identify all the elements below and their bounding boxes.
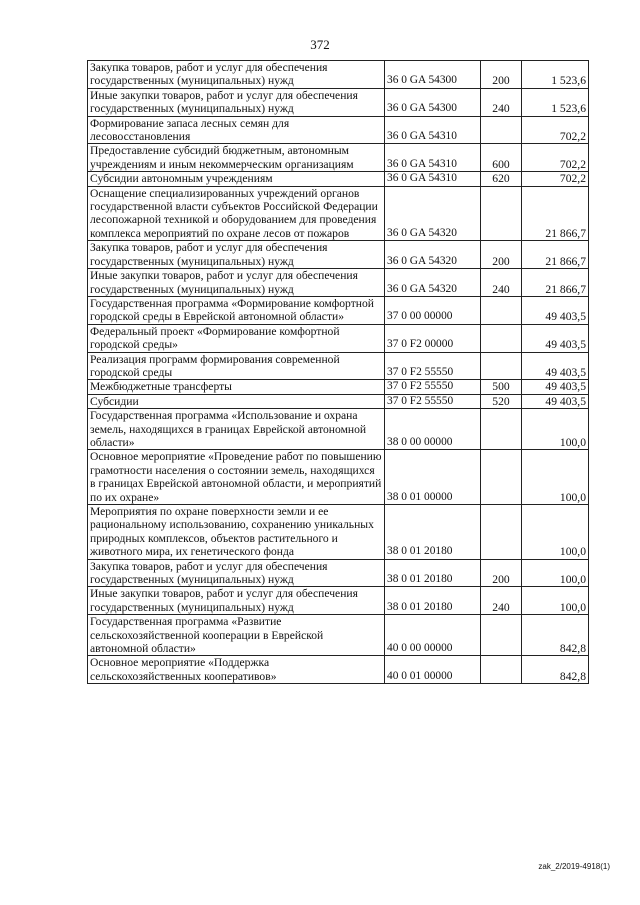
table-row [88, 61, 589, 89]
row-vr-cell [481, 450, 522, 505]
row-code-cell: 38 0 00 00000 [385, 409, 481, 450]
table-row [88, 587, 589, 615]
row-sum-cell: 21 866,7 [522, 186, 589, 241]
row-sum-cell: 100,0 [522, 409, 589, 450]
row-sum-cell: 702,2 [522, 116, 589, 144]
table-row [88, 88, 589, 116]
row-sum-cell: 49 403,5 [522, 352, 589, 380]
row-code-cell: 38 0 01 20180 [385, 559, 481, 587]
row-name-cell: Федеральный проект «Формирование комфортной городской среды» [88, 324, 385, 352]
row-vr-cell: 240 [481, 88, 522, 116]
row-name-cell: Субсидии [88, 394, 385, 408]
row-code-cell: 37 0 F2 55550 [385, 352, 481, 380]
row-code-cell: 38 0 01 20180 [385, 505, 481, 560]
row-name-cell: Закупка товаров, работ и услуг для обеспечения государственных (муниципальных) нужд [88, 559, 385, 587]
table-row [88, 352, 589, 380]
table-row [88, 380, 589, 394]
row-vr-cell [481, 296, 522, 324]
row-vr-cell: 620 [481, 172, 522, 186]
row-code-cell: 38 0 01 00000 [385, 450, 481, 505]
table-row [88, 116, 589, 144]
table-row [88, 324, 589, 352]
row-name-cell: Основное мероприятие «Поддержка сельскохозяйственных кооперативов» [88, 656, 385, 684]
row-name-cell: Иные закупки товаров, работ и услуг для обеспечения государственных (муниципальных) нужд [88, 269, 385, 297]
table-row [88, 409, 589, 450]
table-row [88, 559, 589, 587]
row-sum-cell: 49 403,5 [522, 380, 589, 394]
table-row [88, 450, 589, 505]
row-name-cell: Иные закупки товаров, работ и услуг для обеспечения государственных (муниципальных) нужд [88, 587, 385, 615]
row-name-cell: Закупка товаров, работ и услуг для обеспечения государственных (муниципальных) нужд [88, 241, 385, 269]
row-name-cell: Межбюджетные трансферты [88, 380, 385, 394]
row-code-cell: 36 0 GA 54300 [385, 88, 481, 116]
page-number: 372 [310, 37, 330, 52]
row-vr-cell [481, 324, 522, 352]
row-sum-cell: 842,8 [522, 656, 589, 684]
row-code-cell: 36 0 GA 54320 [385, 241, 481, 269]
row-name-cell: Государственная программа «Формирование комфортной городской среды в Еврейской автономной области» [88, 296, 385, 324]
row-name-cell: Закупка товаров, работ и услуг для обеспечения государственных (муниципальных) нужд [88, 61, 385, 89]
row-code-cell: 37 0 F2 55550 [385, 380, 481, 394]
row-vr-cell: 200 [481, 61, 522, 89]
table-row [88, 296, 589, 324]
row-sum-cell: 49 403,5 [522, 296, 589, 324]
row-name-cell: Формирование запаса лесных семян для лесовосстановления [88, 116, 385, 144]
row-name-cell: Государственная программа «Развитие сельскохозяйственной кооперации в Еврейской автономной области» [88, 615, 385, 656]
row-sum-cell: 842,8 [522, 615, 589, 656]
row-name-cell: Основное мероприятие «Проведение работ по повышению грамотности населения о состоянии земель, находящихся в границах Еврейской автономной области, и мероприятий по их охране» [88, 450, 385, 505]
row-vr-cell [481, 656, 522, 684]
row-code-cell: 40 0 01 00000 [385, 656, 481, 684]
row-name-cell: Субсидии автономным учреждениям [88, 172, 385, 186]
table-row [88, 172, 589, 186]
row-code-cell: 36 0 GA 54310 [385, 144, 481, 172]
row-sum-cell: 21 866,7 [522, 241, 589, 269]
row-sum-cell: 100,0 [522, 587, 589, 615]
budget-table [87, 60, 589, 684]
row-sum-cell: 702,2 [522, 144, 589, 172]
row-name-cell: Оснащение специализированных учреждений органов государственной власти субъектов Российской Федерации лесопожарной техникой и оборудованием для проведения комплекса мероприятий по охране лесов от пожаров [88, 186, 385, 241]
row-vr-cell: 240 [481, 269, 522, 297]
row-code-cell: 37 0 F2 00000 [385, 324, 481, 352]
row-sum-cell: 100,0 [522, 505, 589, 560]
row-sum-cell: 100,0 [522, 559, 589, 587]
table-row [88, 144, 589, 172]
row-sum-cell: 100,0 [522, 450, 589, 505]
row-vr-cell: 520 [481, 394, 522, 408]
row-code-cell: 38 0 01 20180 [385, 587, 481, 615]
row-vr-cell [481, 116, 522, 144]
row-name-cell: Предоставление субсидий бюджетным, автономным учреждениям и иным некоммерческим организациям [88, 144, 385, 172]
row-sum-cell: 49 403,5 [522, 394, 589, 408]
budget-table-body [88, 61, 589, 684]
row-code-cell: 37 0 00 00000 [385, 296, 481, 324]
row-vr-cell: 200 [481, 241, 522, 269]
row-code-cell: 40 0 00 00000 [385, 615, 481, 656]
table-row [88, 269, 589, 297]
row-vr-cell: 500 [481, 380, 522, 394]
table-row [88, 656, 589, 684]
row-vr-cell: 200 [481, 559, 522, 587]
row-vr-cell: 600 [481, 144, 522, 172]
row-code-cell: 37 0 F2 55550 [385, 394, 481, 408]
table-row [88, 186, 589, 241]
row-vr-cell [481, 186, 522, 241]
row-vr-cell [481, 409, 522, 450]
row-name-cell: Мероприятия по охране поверхности земли и ее рациональному использованию, сохранению уникальных природных комплексов, объектов растительного и животного мира, их генетического фонда [88, 505, 385, 560]
row-vr-cell [481, 615, 522, 656]
row-code-cell: 36 0 GA 54310 [385, 172, 481, 186]
row-sum-cell: 21 866,7 [522, 269, 589, 297]
row-code-cell: 36 0 GA 54310 [385, 116, 481, 144]
row-code-cell: 36 0 GA 54320 [385, 269, 481, 297]
row-name-cell: Реализация программ формирования современной городской среды [88, 352, 385, 380]
row-vr-cell [481, 352, 522, 380]
table-row [88, 505, 589, 560]
row-sum-cell: 702,2 [522, 172, 589, 186]
row-vr-cell [481, 505, 522, 560]
table-row [88, 241, 589, 269]
table-row [88, 615, 589, 656]
row-sum-cell: 49 403,5 [522, 324, 589, 352]
row-sum-cell: 1 523,6 [522, 61, 589, 89]
table-row [88, 394, 589, 408]
row-name-cell: Иные закупки товаров, работ и услуг для обеспечения государственных (муниципальных) нужд [88, 88, 385, 116]
row-vr-cell: 240 [481, 587, 522, 615]
row-code-cell: 36 0 GA 54320 [385, 186, 481, 241]
row-sum-cell: 1 523,6 [522, 88, 589, 116]
row-name-cell: Государственная программа «Использование и охрана земель, находящихся в границах Еврейской автономной области» [88, 409, 385, 450]
document-reference: zak_2/2019-4918(1) [538, 862, 610, 871]
row-code-cell: 36 0 GA 54300 [385, 61, 481, 89]
